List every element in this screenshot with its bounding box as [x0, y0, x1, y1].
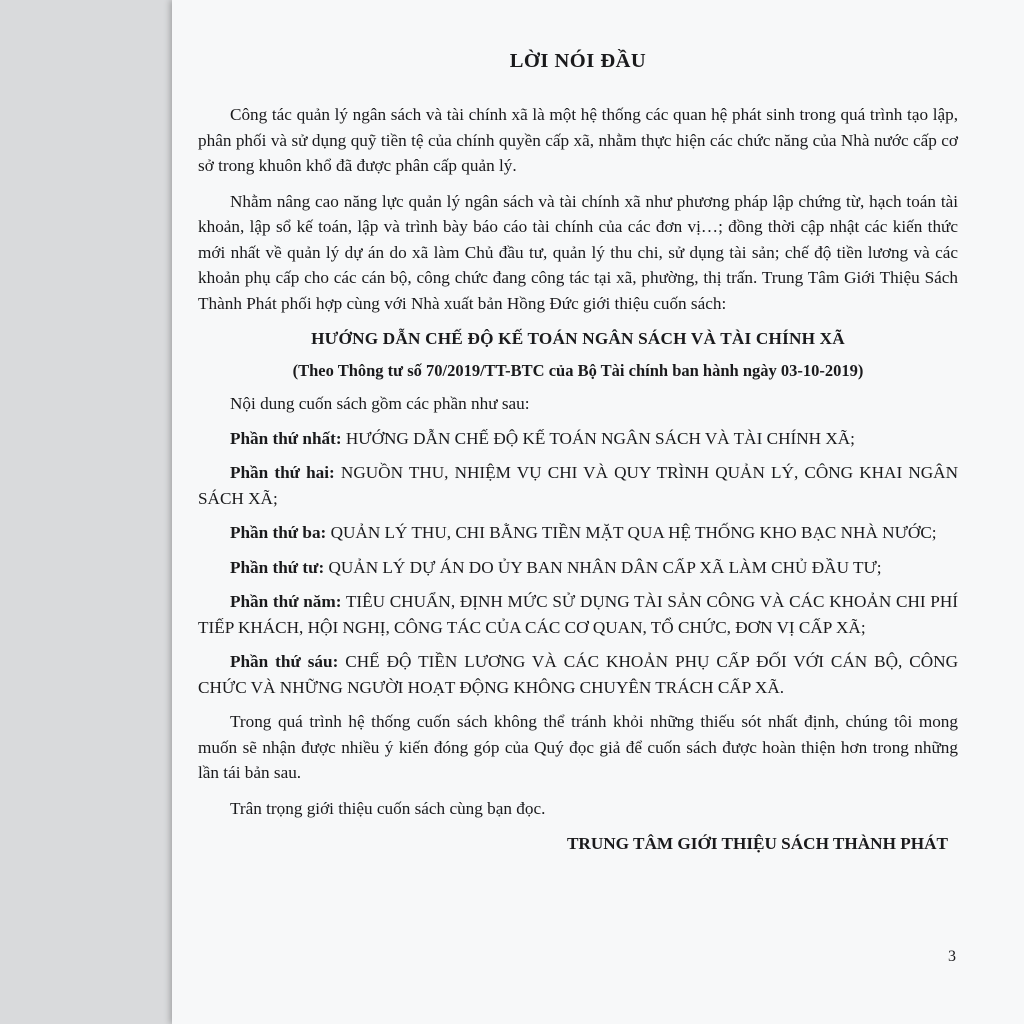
part-6-label: Phần thứ sáu:	[230, 652, 339, 671]
part-2-text: NGUỒN THU, NHIỆM VỤ CHI VÀ QUY TRÌNH QUẢN LÝ, CÔNG KHAI NGÂN SÁCH XÃ;	[198, 463, 958, 508]
part-4-text: QUẢN LÝ DỰ ÁN DO ỦY BAN NHÂN DÂN CẤP XÃ LÀM CHỦ ĐẦU TƯ;	[324, 557, 882, 577]
intro-paragraph-2: Nhằm nâng cao năng lực quản lý ngân sách và tài chính xã như phương pháp lập chứng từ, hạch toán tài khoản, lập sổ kế toán, lập và trình bày báo cáo tài chính của các đơn vị…; đồng thời cập nhật các kiến thức mới nhất về quản lý dự án do xã làm Chủ đầu tư, quản lý thu chi, sử dụng tài sản; chế độ tiền lương và các khoản phụ cấp cho các cán bộ, công chức đang công tác tại xã, phường, thị trấn. Trung Tâm Giới Thiệu Sách Thành Phát phối hợp cùng với Nhà xuất bản Hồng Đức giới thiệu cuốn sách:	[198, 191, 958, 313]
part-2	[198, 460, 958, 511]
part-5-label: Phần thứ năm:	[230, 592, 342, 611]
book-subtitle: (Theo Thông tư số 70/2019/TT-BTC của Bộ Tài chính ban hành ngày 03-10-2019)	[292, 360, 864, 380]
part-4-label: Phần thứ tư:	[230, 557, 325, 577]
book-page	[172, 0, 1024, 1024]
part-3-text: QUẢN LÝ THU, CHI BẰNG TIỀN MẶT QUA HỆ THỐNG KHO BẠC NHÀ NƯỚC;	[326, 523, 937, 542]
part-1	[198, 426, 958, 452]
part-2-label: Phần thứ hai:	[230, 463, 335, 482]
page-title: LỜI NÓI ĐẦU	[509, 50, 647, 72]
part-1-label: Phần thứ nhất:	[230, 428, 342, 448]
signoff: TRUNG TÂM GIỚI THIỆU SÁCH THÀNH PHÁT	[566, 834, 948, 853]
part-4	[198, 555, 958, 581]
intro-paragraph-1: Công tác quản lý ngân sách và tài chính xã là một hệ thống các quan hệ phát sinh trong quá trình tạo lập, phân phối và sử dụng quỹ tiền tệ của chính quyền cấp xã, nhằm thực hiện các chức năng của Nhà nước cấp cơ sở trong khuôn khổ đã được phân cấp quản lý.	[198, 105, 958, 175]
book-title: HƯỚNG DẪN CHẾ ĐỘ KẾ TOÁN NGÂN SÁCH VÀ TÀI CHÍNH XÃ	[311, 329, 845, 348]
part-1-text: HƯỚNG DẪN CHẾ ĐỘ KẾ TOÁN NGÂN SÁCH VÀ TÀI CHÍNH XÃ;	[341, 428, 855, 448]
part-5	[198, 589, 958, 640]
contents-intro: Nội dung cuốn sách gồm các phần như sau:	[230, 394, 530, 413]
page-content	[198, 48, 958, 867]
part-6	[198, 649, 958, 700]
part-6-text: CHẾ ĐỘ TIỀN LƯƠNG VÀ CÁC KHOẢN PHỤ CẤP ĐỐI VỚI CÁN BỘ, CÔNG CHỨC VÀ NHỮNG NGƯỜI HOẠT ĐỘNG KHÔNG CHUYÊN TRÁCH CẤP XÃ.	[198, 652, 958, 697]
page-number: 3	[948, 948, 956, 965]
part-5-text: TIÊU CHUẨN, ĐỊNH MỨC SỬ DỤNG TÀI SẢN CÔNG VÀ CÁC KHOẢN CHI PHÍ TIẾP KHÁCH, HỘI NGHỊ, CÔNG TÁC CỦA CÁC CƠ QUAN, TỔ CHỨC, ĐƠN VỊ CẤP XÃ;	[198, 592, 958, 637]
closing-paragraph-1: Trong quá trình hệ thống cuốn sách không thể tránh khỏi những thiếu sót nhất định, chúng tôi mong muốn sẽ nhận được nhiều ý kiến đóng góp của Quý đọc giả để cuốn sách được hoàn thiện hơn trong những lần tái bản sau.	[198, 712, 958, 782]
part-3	[198, 520, 958, 546]
closing-paragraph-2: Trân trọng giới thiệu cuốn sách cùng bạn đọc.	[230, 798, 546, 818]
part-3-label: Phần thứ ba:	[230, 523, 327, 542]
